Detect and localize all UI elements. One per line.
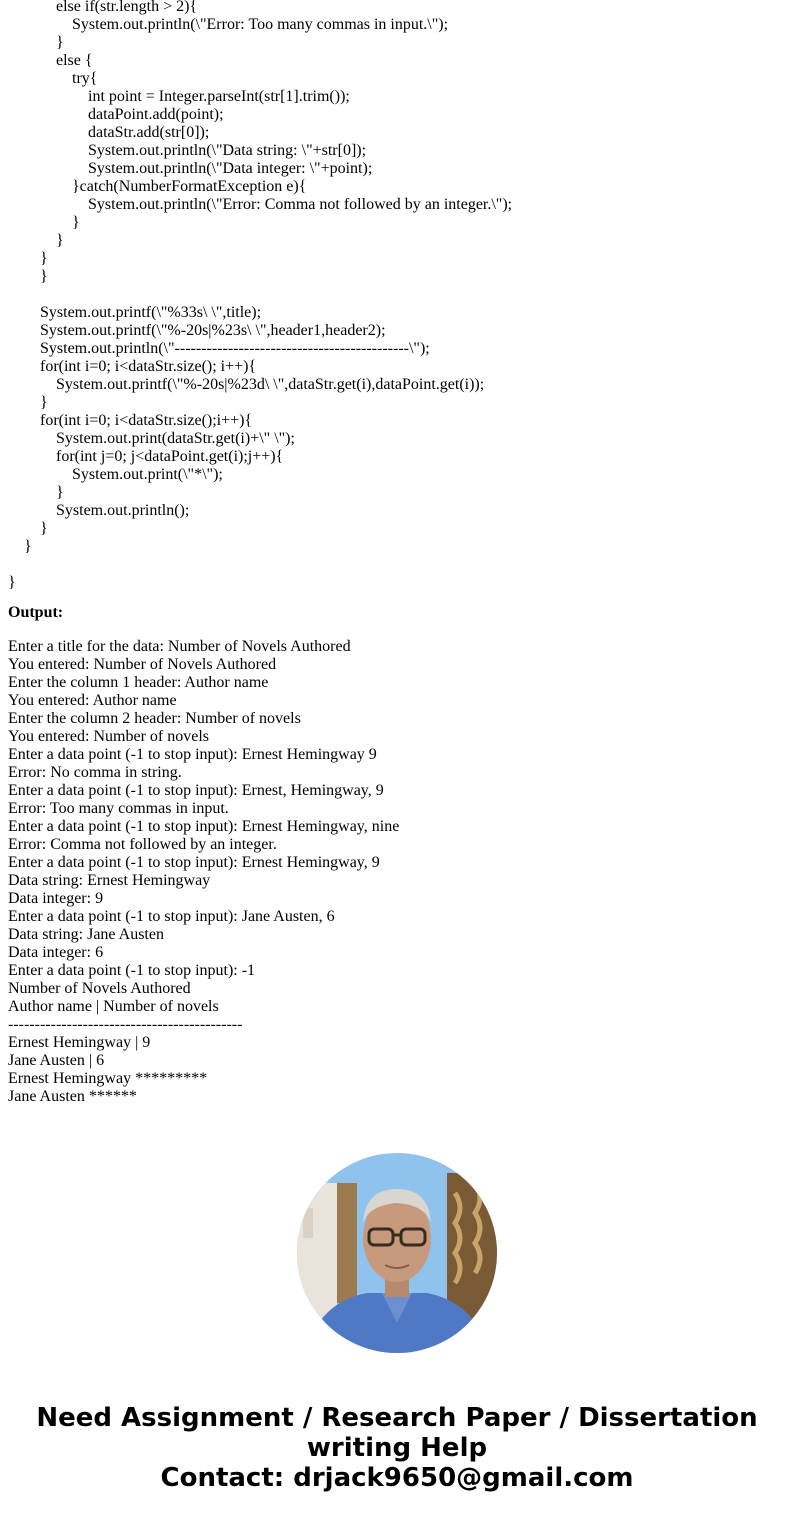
output-line: Enter a data point (-1 to stop input): Ernest, Hemingway, 9 xyxy=(8,782,384,799)
code-line: } xyxy=(8,34,64,51)
output-line: Data integer: 6 xyxy=(8,944,104,961)
output-line: Enter the column 2 header: Number of novels xyxy=(8,710,301,727)
code-line: int point = Integer.parseInt(str[1].trim()); xyxy=(8,88,350,105)
output-line: Jane Austen | 6 xyxy=(8,1052,105,1069)
output-line: Enter a data point (-1 to stop input): -1 xyxy=(8,962,256,979)
output-line: Enter a data point (-1 to stop input): Ernest Hemingway 9 xyxy=(8,746,377,763)
code-line: System.out.println(\"--------------------------------------------\"); xyxy=(8,340,430,357)
code-line: System.out.printf(\"%-20s|%23d\ \",dataStr.get(i),dataPoint.get(i)); xyxy=(8,376,485,393)
code-line xyxy=(8,556,788,574)
code-line: System.out.println(); xyxy=(8,502,190,519)
code-line: System.out.println(\"Error: Too many commas in input.\"); xyxy=(8,16,449,33)
output-line: Ernest Hemingway | 9 xyxy=(8,1034,151,1051)
output-line: Enter a data point (-1 to stop input): Jane Austen, 6 xyxy=(8,908,335,925)
code-line: System.out.printf(\"%-20s|%23s\ \",header1,header2); xyxy=(8,322,386,339)
code-line: } xyxy=(8,250,48,267)
output-line: Error: Too many commas in input. xyxy=(8,800,229,817)
code-line: System.out.println(\"Error: Comma not followed by an integer.\"); xyxy=(8,196,513,213)
cta-line-3: Contact: drjack9650@gmail.com xyxy=(160,1463,634,1493)
code-line: for(int i=0; i<dataStr.size(); i++){ xyxy=(8,358,257,375)
code-line: System.out.print(dataStr.get(i)+\" \"); xyxy=(8,430,295,447)
output-heading: Output: xyxy=(8,604,64,621)
code-line: } xyxy=(8,538,32,555)
output-line: Enter a data point (-1 to stop input): Ernest Hemingway, 9 xyxy=(8,854,380,871)
output-line: You entered: Number of novels xyxy=(8,728,210,745)
output-line: Author name | Number of novels xyxy=(8,998,219,1015)
output-line: Enter a data point (-1 to stop input): Ernest Hemingway, nine xyxy=(8,818,400,835)
code-line: System.out.println(\"Data string: \"+str[0]); xyxy=(8,142,367,159)
code-line: System.out.printf(\"%33s\ \",title); xyxy=(8,304,262,321)
code-line: System.out.print(\"*\"); xyxy=(8,466,223,483)
cta-line-1: Need Assignment / Research Paper / Dissertation xyxy=(36,1403,758,1433)
output-line: Number of Novels Authored xyxy=(8,980,191,997)
code-line: for(int j=0; j<dataPoint.get(i);j++){ xyxy=(8,448,284,465)
code-line: } xyxy=(8,394,48,411)
program-output xyxy=(8,638,788,1106)
output-line: Jane Austen ****** xyxy=(8,1088,137,1105)
output-line: -------------------------------------------- xyxy=(8,1016,243,1033)
output-line: Data string: Ernest Hemingway xyxy=(8,872,211,889)
output-line: Data string: Jane Austen xyxy=(8,926,164,943)
code-line xyxy=(8,286,788,304)
output-line: Error: No comma in string. xyxy=(8,764,182,781)
output-line: Error: Comma not followed by an integer. xyxy=(8,836,277,853)
author-avatar xyxy=(297,1153,497,1353)
code-line: else if(str.length > 2){ xyxy=(8,0,198,15)
code-line: } xyxy=(8,268,48,285)
output-line: Ernest Hemingway ********* xyxy=(8,1070,208,1087)
output-line: Enter a title for the data: Number of Novels Authored xyxy=(8,638,351,655)
author-photo xyxy=(297,1153,497,1353)
code-line: } xyxy=(8,484,64,501)
code-line: } xyxy=(8,520,48,537)
code-line: dataStr.add(str[0]); xyxy=(8,124,210,141)
code-listing xyxy=(8,0,788,592)
contact-banner xyxy=(0,1403,794,1493)
code-line: try{ xyxy=(8,70,98,87)
code-line: } xyxy=(8,214,80,231)
output-line: You entered: Author name xyxy=(8,692,177,709)
code-line: } xyxy=(8,574,16,591)
code-line: System.out.println(\"Data integer: \"+point); xyxy=(8,160,373,177)
output-line: Data integer: 9 xyxy=(8,890,104,907)
cta-line-2: writing Help xyxy=(306,1433,488,1463)
output-line: You entered: Number of Novels Authored xyxy=(8,656,277,673)
code-line: dataPoint.add(point); xyxy=(8,106,224,123)
code-line: else { xyxy=(8,52,93,69)
code-line: }catch(NumberFormatException e){ xyxy=(8,178,307,195)
code-line: } xyxy=(8,232,64,249)
code-line: for(int i=0; i<dataStr.size();i++){ xyxy=(8,412,253,429)
output-line: Enter the column 1 header: Author name xyxy=(8,674,269,691)
